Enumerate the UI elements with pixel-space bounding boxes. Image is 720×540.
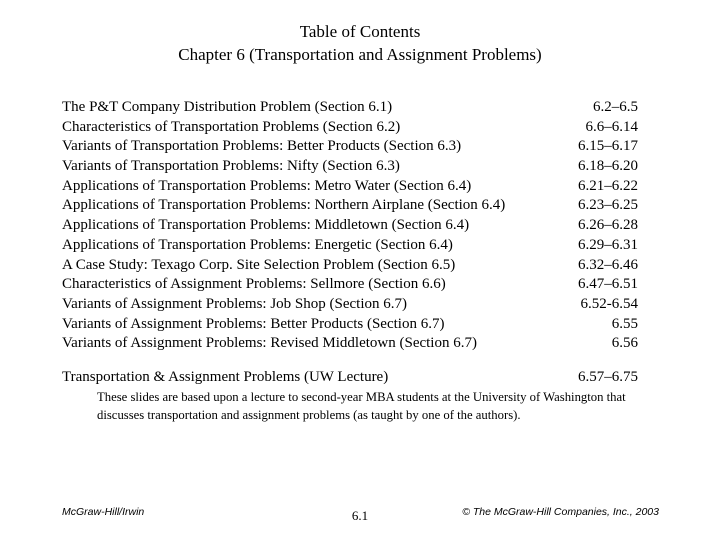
toc-entry-label: Applications of Transportation Problems: Middletown (Section 6.4) — [62, 217, 470, 234]
toc-lecture-label: Transportation & Assignment Problems (UW Lecture) — [62, 369, 389, 385]
toc-entry-label: Characteristics of Assignment Problems: Sellmore (Section 6.6) — [62, 276, 446, 293]
toc-entry — [62, 295, 638, 315]
title-block — [0, 20, 720, 66]
toc-lecture-entry — [62, 368, 638, 387]
footer-copyright: © The McGraw-Hill Companies, Inc., 2003 — [462, 506, 659, 518]
toc-entry — [62, 177, 638, 197]
toc-entry-label: Variants of Transportation Problems: Nifty (Section 6.3) — [62, 158, 400, 175]
toc-entry-label: Variants of Assignment Problems: Job Shop (Section 6.7) — [62, 295, 407, 312]
toc-entry-pages: 6.26–6.28 — [578, 217, 638, 234]
page-title: Table of Contents — [299, 22, 421, 41]
toc-entry-pages: 6.18–6.20 — [578, 158, 638, 175]
toc-entry — [62, 98, 638, 118]
toc-entry-label: Applications of Transportation Problems: Northern Airplane (Section 6.4) — [62, 197, 506, 214]
toc-entry-pages: 6.47–6.51 — [578, 276, 638, 293]
toc-entry — [62, 315, 638, 335]
toc-entry-pages: 6.55 — [611, 315, 638, 332]
toc-entry-label: Applications of Transportation Problems: Energetic (Section 6.4) — [62, 236, 453, 253]
toc-entry-label: Characteristics of Transportation Problems (Section 6.2) — [62, 118, 401, 135]
toc-entry-pages: 6.52-6.54 — [580, 295, 638, 312]
lecture-note: These slides are based upon a lecture to second-year MBA students at the University of Washington that discusses transportation and assignment problems (as taught by one of the authors). — [97, 390, 626, 422]
toc-entry-pages: 6.15–6.17 — [578, 138, 638, 155]
toc-entry — [62, 157, 638, 177]
toc-entry-label: A Case Study: Texago Corp. Site Selection Problem (Section 6.5) — [62, 256, 456, 273]
toc-entry — [62, 275, 638, 295]
toc-entry-pages: 6.29–6.31 — [578, 236, 638, 253]
toc-entry-label: Variants of Transportation Problems: Better Products (Section 6.3) — [62, 138, 462, 155]
slide-number: 6.1 — [351, 508, 369, 523]
toc-lecture-pages: 6.57–6.75 — [578, 369, 638, 385]
toc-entry-label: Applications of Transportation Problems: Metro Water (Section 6.4) — [62, 177, 472, 194]
toc-entry-pages: 6.32–6.46 — [578, 256, 638, 273]
toc-entry-label: Variants of Assignment Problems: Revised Middletown (Section 6.7) — [62, 335, 477, 352]
toc-entry — [62, 216, 638, 236]
toc-entry-label: The P&T Company Distribution Problem (Section 6.1) — [62, 99, 393, 115]
footer-publisher: McGraw-Hill/Irwin — [62, 506, 145, 518]
toc-entry-pages: 6.23–6.25 — [578, 197, 638, 214]
toc-list — [62, 98, 638, 354]
page-subtitle: Chapter 6 (Transportation and Assignment Problems) — [178, 45, 542, 64]
toc-entry-pages: 6.56 — [611, 335, 638, 352]
toc-entry-pages: 6.2–6.5 — [593, 99, 638, 115]
toc-entry — [62, 137, 638, 157]
toc-entry — [62, 256, 638, 276]
toc-entry-pages: 6.6–6.14 — [585, 118, 638, 135]
toc-entry — [62, 236, 638, 256]
toc-entry-label: Variants of Assignment Problems: Better Products (Section 6.7) — [62, 315, 445, 332]
toc-entry — [62, 196, 638, 216]
toc-entry — [62, 118, 638, 138]
toc-entry — [62, 334, 638, 354]
toc-entry-pages: 6.21–6.22 — [578, 177, 638, 194]
